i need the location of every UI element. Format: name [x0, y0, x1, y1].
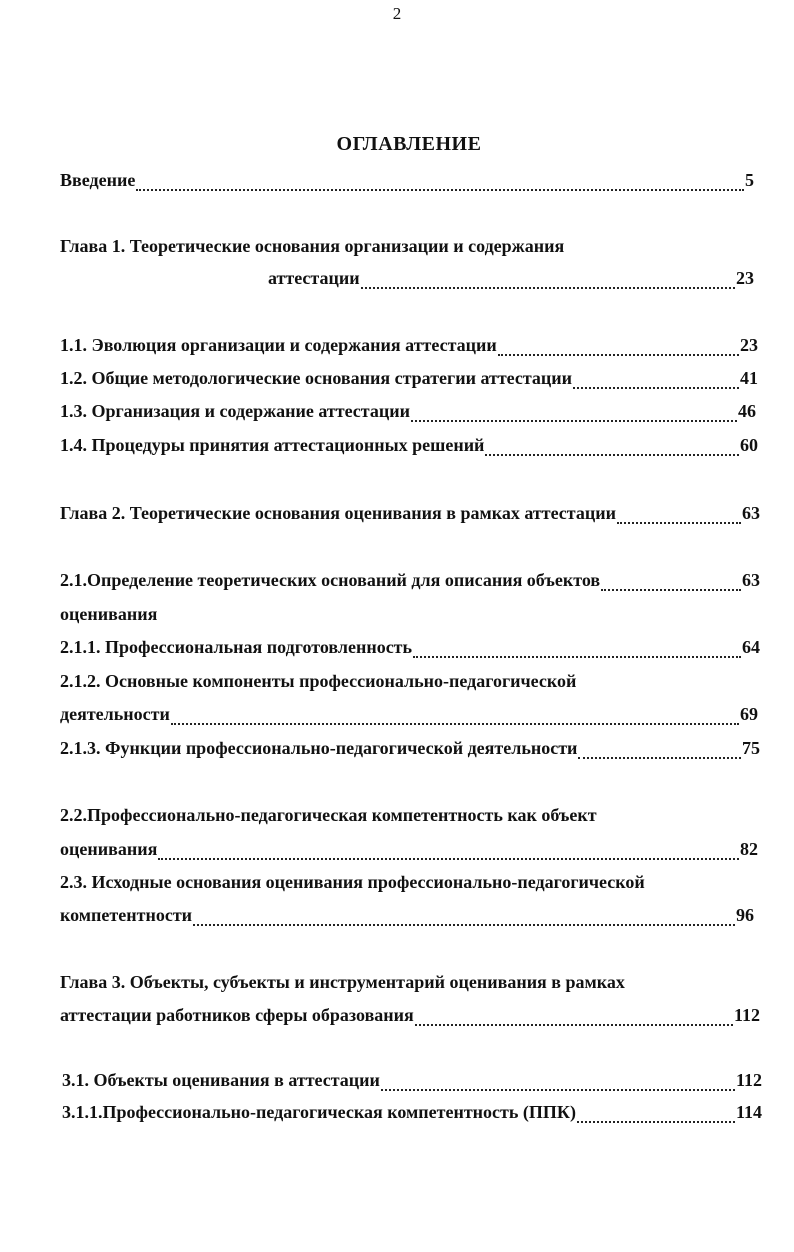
toc-entry-chapter-2[interactable] — [60, 503, 760, 529]
toc-entry-2-1-line-1[interactable] — [60, 570, 760, 596]
toc-entry-page: 5 — [745, 170, 754, 190]
toc-entry-2-3-line-1[interactable]: 2.3. Исходные основания оценивания профессионально-педагогической — [60, 872, 645, 892]
toc-leader-dots — [171, 723, 739, 725]
toc-leader-dots — [498, 354, 739, 356]
toc-leader-dots — [415, 1024, 733, 1026]
toc-entry-2-1-line-2[interactable]: оценивания — [60, 604, 158, 624]
toc-entry-chapter-1-line-2[interactable] — [268, 268, 754, 294]
toc-leader-dots — [573, 387, 739, 389]
toc-entry-2-1-1[interactable] — [60, 637, 760, 663]
toc-entry-2-1-3[interactable] — [60, 738, 760, 764]
toc-entry-label: деятельности — [60, 704, 170, 724]
toc-entry-page: 69 — [740, 704, 758, 724]
toc-entry-2-3-line-2[interactable] — [60, 905, 754, 931]
toc-entry-2-1-2-line-2[interactable] — [60, 704, 758, 730]
toc-leader-dots — [413, 656, 741, 658]
toc-entry-1-4[interactable] — [60, 435, 758, 461]
toc-entry-label: 1.2. Общие методологические основания стратегии аттестации — [60, 368, 573, 388]
toc-entry-page: 112 — [733, 1005, 760, 1025]
toc-leader-dots — [578, 757, 741, 759]
toc-entry-page: 112 — [735, 1070, 762, 1090]
toc-leader-dots — [617, 522, 741, 524]
toc-entry-label: аттестации — [268, 268, 360, 288]
toc-entry-label: 1.3. Организация и содержание аттестации — [60, 401, 410, 421]
toc-entry-3-1-1[interactable] — [62, 1102, 762, 1128]
toc-entry-label: оценивания — [60, 839, 158, 859]
toc-entry-2-2-line-1[interactable]: 2.2.Профессионально-педагогическая компетентность как объект — [60, 805, 597, 825]
toc-entry-chapter-3-line-1[interactable]: Глава 3. Объекты, субъекты и инструментарий оценивания в рамках — [60, 972, 625, 992]
toc-leader-dots — [361, 287, 735, 289]
toc-leader-dots — [136, 189, 744, 191]
toc-leader-dots — [601, 589, 741, 591]
toc-entry-label: 2.1.Определение теоретических оснований для описания объектов — [60, 570, 601, 590]
toc-entry-3-1[interactable] — [62, 1070, 762, 1096]
toc-entry-page: 75 — [742, 738, 760, 758]
toc-entry-label: 1.4. Процедуры принятия аттестационных решений — [60, 435, 485, 455]
toc-entry-label: 3.1. Объекты оценивания в аттестации — [62, 1070, 380, 1090]
toc-entry-page: 63 — [742, 503, 760, 523]
toc-entry-label: 1.1. Эволюция организации и содержания аттестации — [60, 335, 497, 355]
toc-leader-dots — [193, 924, 735, 926]
toc-entry-label: аттестации работников сферы образования — [60, 1005, 414, 1025]
toc-leader-dots — [411, 420, 737, 422]
toc-entry-label: 2.1.1. Профессиональная подготовленность — [60, 637, 413, 657]
toc-entry-1-1[interactable] — [60, 335, 758, 361]
toc-entry-page: 23 — [736, 268, 754, 288]
toc-entry-page: 96 — [736, 905, 754, 925]
toc-entry-chapter-1-line-1[interactable]: Глава 1. Теоретические основания организации и содержания — [60, 236, 565, 256]
toc-title: ОГЛАВЛЕНИЕ — [336, 133, 482, 155]
toc-entry-intro[interactable] — [60, 170, 754, 196]
page-number: 2 — [392, 4, 402, 23]
toc-leader-dots — [577, 1121, 735, 1123]
toc-entry-label: 3.1.1.Профессионально-педагогическая компетентность (ППК) — [62, 1102, 576, 1122]
toc-entry-page: 114 — [735, 1102, 762, 1122]
toc-leader-dots — [485, 454, 739, 456]
toc-entry-2-1-2-line-1[interactable]: 2.1.2. Основные компоненты профессионально-педагогической — [60, 671, 577, 691]
toc-entry-page: 60 — [740, 435, 758, 455]
toc-entry-1-2[interactable] — [60, 368, 758, 394]
toc-entry-page: 41 — [740, 368, 758, 388]
toc-entry-label: Глава 2. Теоретические основания оценивания в рамках аттестации — [60, 503, 616, 523]
toc-entry-label: Введение — [60, 170, 136, 190]
toc-entry-label: 2.1.3. Функции профессионально-педагогической деятельности — [60, 738, 578, 758]
toc-entry-page: 63 — [742, 570, 760, 590]
toc-entry-page: 46 — [738, 401, 756, 421]
toc-entry-page: 64 — [742, 637, 760, 657]
toc-entry-label: компетентности — [60, 905, 193, 925]
toc-leader-dots — [381, 1089, 735, 1091]
toc-entry-page: 82 — [740, 839, 758, 859]
toc-entry-chapter-3-line-2[interactable] — [60, 1005, 760, 1031]
toc-entry-page: 23 — [740, 335, 758, 355]
toc-leader-dots — [158, 858, 739, 860]
toc-entry-1-3[interactable] — [60, 401, 756, 427]
toc-entry-2-2-line-2[interactable] — [60, 839, 758, 865]
